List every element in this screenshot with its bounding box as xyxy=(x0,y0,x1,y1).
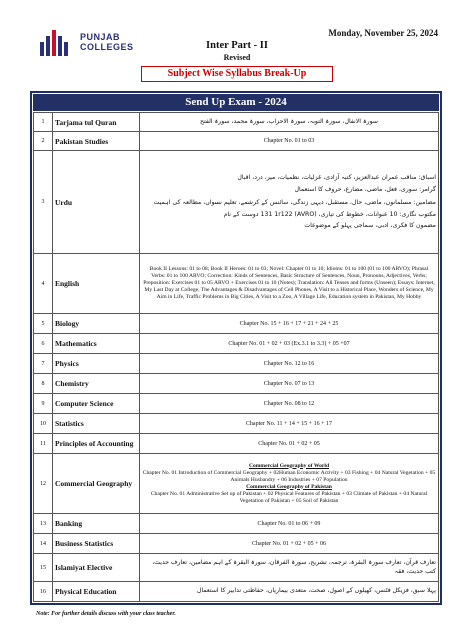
subject-name: English xyxy=(53,254,140,314)
row-number: 13 xyxy=(34,514,53,534)
row-number: 9 xyxy=(34,394,53,414)
subject-name: Biology xyxy=(53,314,140,334)
urdu-line: مضمون کا فکری، ادبی، سماجی پہلو کے موضوعات xyxy=(304,221,436,229)
subject-name: Tarjama tul Quran xyxy=(53,113,140,132)
subject-name: Mathematics xyxy=(53,334,140,354)
table-row xyxy=(34,374,439,394)
subject-detail xyxy=(140,151,439,254)
subject-detail: Chapter No. 08 to 12 xyxy=(140,394,439,414)
table-row xyxy=(34,454,439,514)
subject-name: Banking xyxy=(53,514,140,534)
row-number: 2 xyxy=(34,132,53,151)
row-number: 16 xyxy=(34,582,53,602)
table-row xyxy=(34,582,439,602)
table-row xyxy=(34,414,439,434)
row-number: 12 xyxy=(34,454,53,514)
row-number: 14 xyxy=(34,534,53,554)
subject-detail: سورۃ الانفال، سورۃ التوبہ، سورۃ الاحزاب، سورۃ محمد، سورۃ الفتح xyxy=(140,113,439,132)
subject-detail: Chapter No. 01 to 06 + 09 xyxy=(140,514,439,534)
page-title: Inter Part - II xyxy=(206,40,268,51)
subject-name: Principles of Accounting xyxy=(53,434,140,454)
subject-detail: Book II Lessons: 01 to 08; Book II Heroes: 01 to 03; Novel: Chapter 01 to 10; Idioms: 01 to 100 (01 to 100 ARVO); Phrasal Verbs: 01 to 100 ARVO; Correction: Kinds of Sentences, Basic Structure of Sentences, Noun, Pronouns, Adjectives, Verbs; Preposition: Exercises 01 to 05 ARVO + Exercises 01 to 10 (Notes); Translation: All Tenses and forms (Unseen); Essays: Internet, My Last Day at College, The Advantages & Disadvantages of Cell Phones, A Visit to a Historical Place, Wonders of Science, My Aim in Life, Traffic Problems in Big Cities, A Visit to a Zoo, A Village Life, Education system in Pakistan, My Hobby xyxy=(140,254,439,314)
subject-detail: Chapter No. 01 + 02 + 05 xyxy=(140,434,439,454)
subject-detail: Chapter No. 12 to 16 xyxy=(140,354,439,374)
table-row xyxy=(34,254,439,314)
table-row xyxy=(34,394,439,414)
section-heading: Commercial Geography of Pakistan xyxy=(246,483,332,490)
subject-detail: Chapter No. 01 + 02 + 03 (Ex.3.1 to 3.3) + 05 +07 xyxy=(140,334,439,354)
row-number: 8 xyxy=(34,374,53,394)
table-row xyxy=(34,434,439,454)
section-heading: Commercial Geography of World xyxy=(248,462,330,469)
urdu-line: مکتوب نگاری: 10 عنوانات، خطوط کی تیاری، (AVRO) 131 1r122 دوست کے نام xyxy=(223,211,436,219)
subject-name: Computer Science xyxy=(53,394,140,414)
subject-name: Pakistan Studies xyxy=(53,132,140,151)
subject-detail: تعارف قرآن، تعارف سورۃ البقرۃ، ترجمہ، تشریح، سورۃ الفرقان، سورۃ البقرۃ کے اہم مضامین، تعارف حدیث، کتب حدیث، فقہ xyxy=(140,554,439,582)
row-number: 7 xyxy=(34,354,53,374)
subject-detail xyxy=(140,454,439,514)
row-number: 1 xyxy=(34,113,53,132)
table-row xyxy=(34,354,439,374)
table-row xyxy=(34,334,439,354)
revised-label: Revised xyxy=(223,53,251,62)
table-row xyxy=(34,554,439,582)
footer-note: Note: For further details discuss with your class teacher. xyxy=(36,611,176,617)
subject-detail: پہلا سبق، فزیکل فٹنس، کھیلوں کے اصول، صحت، متعدی بیماریاں، حفاظتی تدابیر کا استعمال xyxy=(140,582,439,602)
row-number: 15 xyxy=(34,554,53,582)
subject-name: Islamiyat Elective xyxy=(53,554,140,582)
table-row xyxy=(34,514,439,534)
row-number: 3 xyxy=(34,151,53,254)
subject-name: Physics xyxy=(53,354,140,374)
logo-text-line2: COLLEGES xyxy=(80,42,134,52)
table-row xyxy=(34,113,439,132)
row-number: 5 xyxy=(34,314,53,334)
date-label: Monday, November 25, 2024 xyxy=(328,28,438,38)
subtitle-box: Subject Wise Syllabus Break-Up xyxy=(141,66,333,82)
row-number: 11 xyxy=(34,434,53,454)
urdu-line: اسباق: مناقب عمران عبدالعزیز، کتبہ آزادی، غزلیات، نظمیات، میر، درد، اقبال xyxy=(237,173,436,181)
logo-text-line1: PUNJAB xyxy=(80,32,121,42)
subject-detail: Chapter No. 01 + 02 + 05 + 06 xyxy=(140,534,439,554)
exam-banner: Send Up Exam - 2024 xyxy=(33,94,439,111)
syllabus-table xyxy=(33,112,439,602)
subject-detail: Chapter No. 07 to 13 xyxy=(140,374,439,394)
row-number: 6 xyxy=(34,334,53,354)
subject-name: Statistics xyxy=(53,414,140,434)
table-row xyxy=(34,132,439,151)
subject-detail: Chapter No. 11 + 14 + 15 + 16 + 17 xyxy=(140,414,439,434)
subject-detail: Chapter No. 01 to 03 xyxy=(140,132,439,151)
subject-name: Chemistry xyxy=(53,374,140,394)
row-number: 4 xyxy=(34,254,53,314)
subject-detail: Chapter No. 15 + 16 + 17 + 21 + 24 + 25 xyxy=(140,314,439,334)
urdu-line: گرامر: سوری، فعل، ماضی، مضارع، حروف کا استعمال xyxy=(294,186,436,194)
table-row xyxy=(34,534,439,554)
subject-name: Urdu xyxy=(53,151,140,254)
subject-name: Business Statistics xyxy=(53,534,140,554)
subject-name: Commercial Geography xyxy=(53,454,140,514)
table-row xyxy=(34,314,439,334)
syllabus-frame xyxy=(30,91,442,605)
table-row xyxy=(34,151,439,254)
section-text: Chapter No. 01 Administrative Set up of Pakistan + 02 Physical Features of Pakistan + 03 Climate of Pakistan + 04 Natural Vegetation of Pakistan + 05 Soil of Pakistan xyxy=(150,490,428,504)
section-text: Chapter No. 01 Introduction of Commercial Geography + 02Human Economic Activity + 03 Fishing + 04 Natural Vegetation + 05 Animals Husbandry + 06 Industries + 07 Population xyxy=(142,469,436,483)
urdu-line: مضامین: مسلمانوں، ماضی، حال، مستقبل، دیہی زندگی، سائنس کے کرشمے، تعلیم نسواں، مطالعہ کی اہمیت xyxy=(153,198,436,206)
subject-name: Physical Education xyxy=(53,582,140,602)
row-number: 10 xyxy=(34,414,53,434)
